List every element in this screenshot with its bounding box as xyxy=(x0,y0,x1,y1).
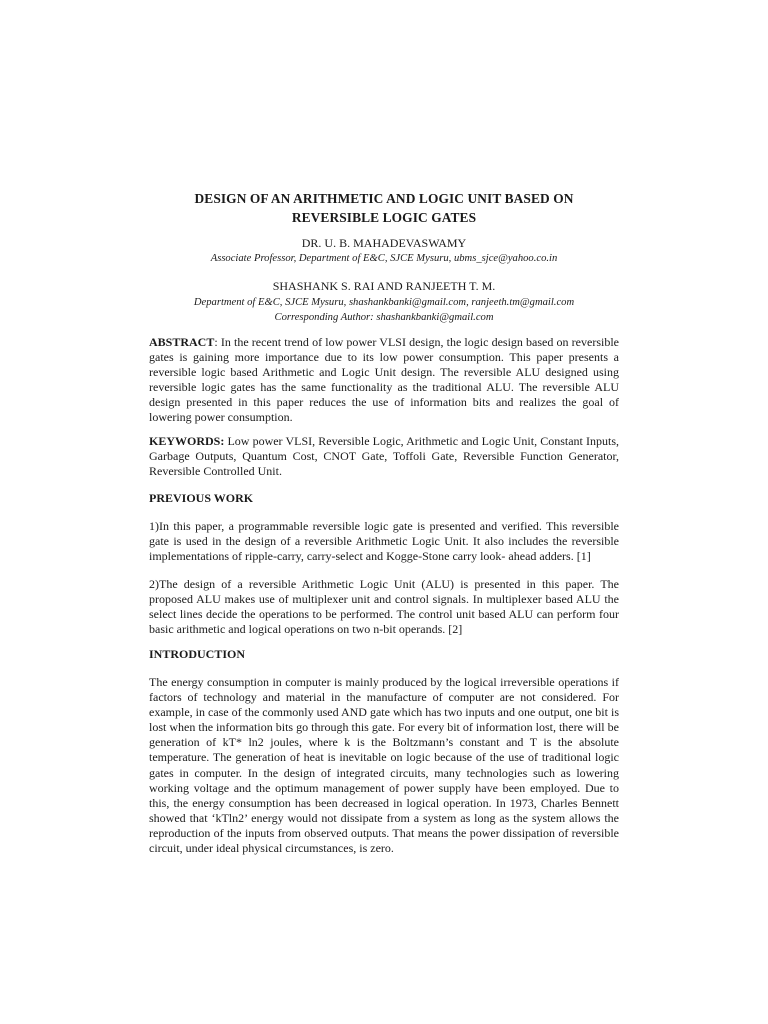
abstract-label: ABSTRACT xyxy=(149,335,215,349)
keywords-text: Low power VLSI, Reversible Logic, Arithmetic and Logic Unit, Constant Inputs, Garbage Outputs, Quantum Cost, CNOT Gate, Toffoli Gate, Reversible Function Generator, Reversible Controlled Unit. xyxy=(149,434,619,479)
keywords xyxy=(149,434,619,479)
author-2-affiliation: Department of E&C, SJCE Mysuru, shashankbanki@gmail.com, ranjeeth.tm@gmail.com xyxy=(193,297,575,308)
title-line-2: REVERSIBLE LOGIC GATES xyxy=(291,210,477,225)
title-line-1: DESIGN OF AN ARITHMETIC AND LOGIC UNIT BASED ON xyxy=(194,191,574,206)
introduction-paragraph-1: The energy consumption in computer is mainly produced by the logical irreversible operations if factors of technology and material in the manufacture of computer are not considered. For example, in case of the commonly used AND gate which has two inputs and one output, one bit is lost when the information bits go through this gate. For every bit of information lost, there will be generation of kT* ln2 joules, where k is the Boltzmann’s constant and T is the absolute temperature. The generation of heat is inevitable on logic because of the use of traditional logic gates in computer. In the design of integrated circuits, many technologies such as lowering working voltage and the optimum management of power supply have been employed. Due to this, the energy consumption has been decreased in logical operation. In 1973, Charles Bennett showed that ‘kTln2’ energy would not dissipate from a system as long as the system allows the reproduction of the inputs from observed outputs. That means the power dissipation of reversible circuit, under ideal physical circumstances, is zero. xyxy=(149,675,619,856)
author-1-name: DR. U. B. MAHADEVASWAMY xyxy=(301,236,467,250)
author-1-affiliation: Associate Professor, Department of E&C, SJCE Mysuru, ubms_sjce@yahoo.co.in xyxy=(210,253,558,264)
abstract xyxy=(149,335,619,426)
introduction-heading: INTRODUCTION xyxy=(149,647,246,661)
previous-work-paragraph-2: 2)The design of a reversible Arithmetic Logic Unit (ALU) is presented in this paper. The proposed ALU makes use of multiplexer unit and control signals. In multiplexer based ALU the select lines decide the operations to be performed. The control unit based ALU can perform four basic arithmetic and logical operations on two n-bit operands. [2] xyxy=(149,577,619,637)
corresponding-author: Corresponding Author: shashankbanki@gmail.com xyxy=(274,312,494,323)
abstract-text: : In the recent trend of low power VLSI design, the logic design based on reversible gates is gaining more importance due to its low power consumption. This paper presents a reversible logic based Arithmetic and Logic Unit design. The reversible ALU designed using reversible logic gates has the same functionality as the traditional ALU. The reversible ALU design presented in this paper reduces the use of information bits and realizes the goal of lowering power consumption. xyxy=(149,335,619,425)
author-2-name: SHASHANK S. RAI AND RANJEETH T. M. xyxy=(272,279,496,293)
previous-work-paragraph-1: 1)In this paper, a programmable reversible logic gate is presented and verified. This reversible gate is used in the design of a reversible Arithmetic Logic Unit. It also includes the reversible implementations of ripple-carry, carry-select and Kogge-Stone carry look- ahead adders. [1] xyxy=(149,519,619,564)
previous-work-heading: PREVIOUS WORK xyxy=(149,491,254,505)
paper-title xyxy=(140,189,628,227)
keywords-label: KEYWORDS: xyxy=(149,434,225,448)
